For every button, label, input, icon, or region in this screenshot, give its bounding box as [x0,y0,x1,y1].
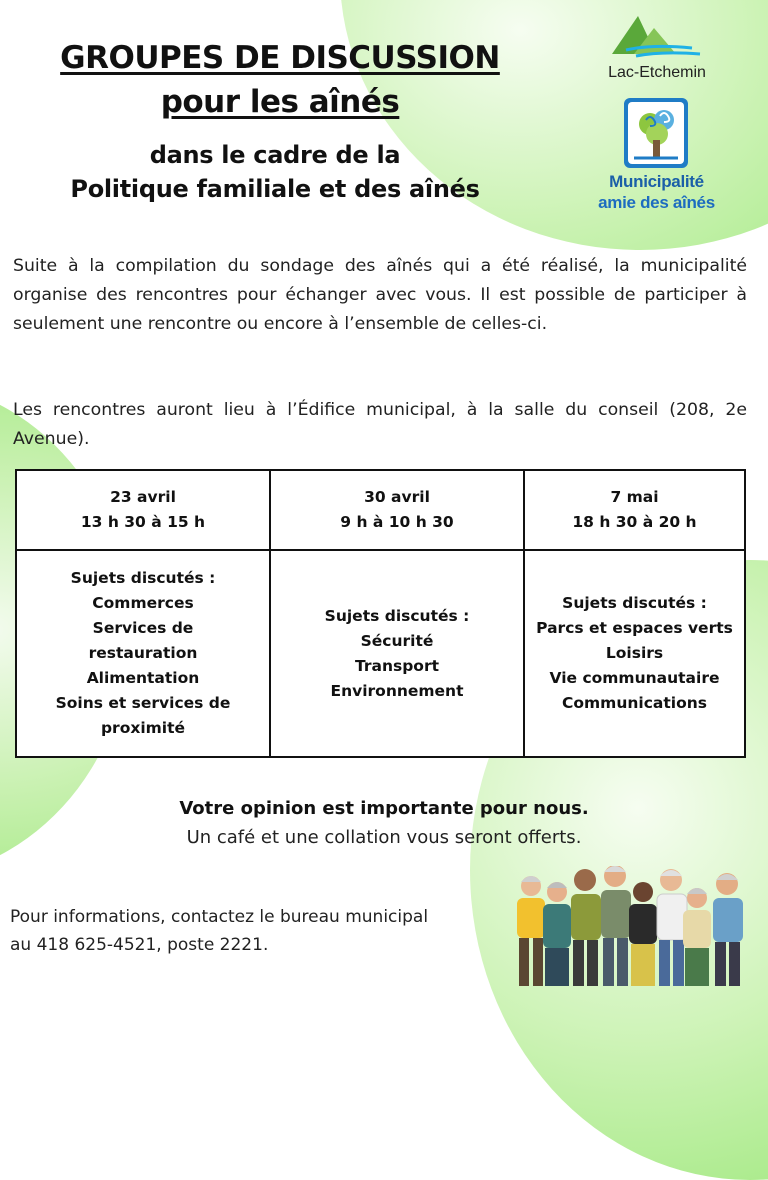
topic-item: Loisirs [605,644,664,662]
session-1-date: 23 avril [110,488,176,506]
tree-icon [594,96,719,172]
session-1-time: 13 h 30 à 15 h [80,513,206,531]
subtitle-line-1: dans le cadre de la [149,141,401,169]
topic-item: Vie communautaire [549,669,720,687]
topics-label: Sujets discutés : [70,569,216,587]
lac-etchemin-logo [592,14,722,86]
seniors-group-illustration [505,866,755,992]
subtitle-line-2: Politique familiale et des aînés [70,175,480,203]
topic-item: Services de restauration [88,619,198,662]
mountain-lake-icon [592,14,722,66]
session-3-datetime [524,470,745,550]
location-paragraph: Les rencontres auront lieu à l’Édifice municipal, à la salle du conseil (208, 2e Avenue). [13,400,747,449]
seniors-group-icon [505,866,755,992]
session-2-topics [270,550,524,757]
session-2-time: 9 h à 10 h 30 [340,513,454,531]
topic-item: Soins et services de proximité [55,694,231,737]
page-subtitle [20,138,530,206]
topic-item: Environnement [330,681,464,700]
page-title [20,36,540,124]
topic-item: Parcs et espaces verts [536,619,733,637]
mada-line-1: Municipalité [609,172,704,191]
schedule-table [15,469,746,758]
session-2-date: 30 avril [364,488,430,506]
title-line-2: pour les aînés [160,84,400,120]
topic-item: Alimentation [86,669,200,687]
mada-line-2: amie des aînés [598,193,715,212]
topic-item: Transport [354,656,440,675]
topic-item: Communications [562,694,707,712]
lac-etchemin-name: Lac-Etchemin [608,64,706,81]
session-3-time: 18 h 30 à 20 h [572,513,697,531]
session-3-date: 7 mai [610,488,659,506]
contact-info [10,903,530,959]
mada-logo [594,96,719,226]
contact-line-2: au 418 625-4521, poste 2221. [10,935,269,955]
session-3-topics [524,550,745,757]
topics-label: Sujets discutés : [562,594,707,612]
session-1-topics [16,550,270,757]
intro-paragraph: Suite à la compilation du sondage des aînés qui a été réalisé, la municipalité organise des rencontres pour échanger avec vous. Il est possible de participer à seulement une rencontre ou encore à l’ensemble de celles-ci. [13,256,747,334]
refreshments-note: Un café et une collation vous seront offerts. [186,827,582,848]
contact-line-1: Pour informations, contactez le bureau municipal [10,907,429,927]
topics-label: Sujets discutés : [324,606,470,625]
schedule-dates-row [16,470,745,550]
schedule-topics-row [16,550,745,757]
opinion-statement: Votre opinion est importante pour nous. [179,798,589,819]
topic-item: Sécurité [360,631,434,650]
session-2-datetime [270,470,524,550]
title-line-1: GROUPES DE DISCUSSION [60,40,500,76]
topic-item: Commerces [92,594,194,612]
session-1-datetime [16,470,270,550]
